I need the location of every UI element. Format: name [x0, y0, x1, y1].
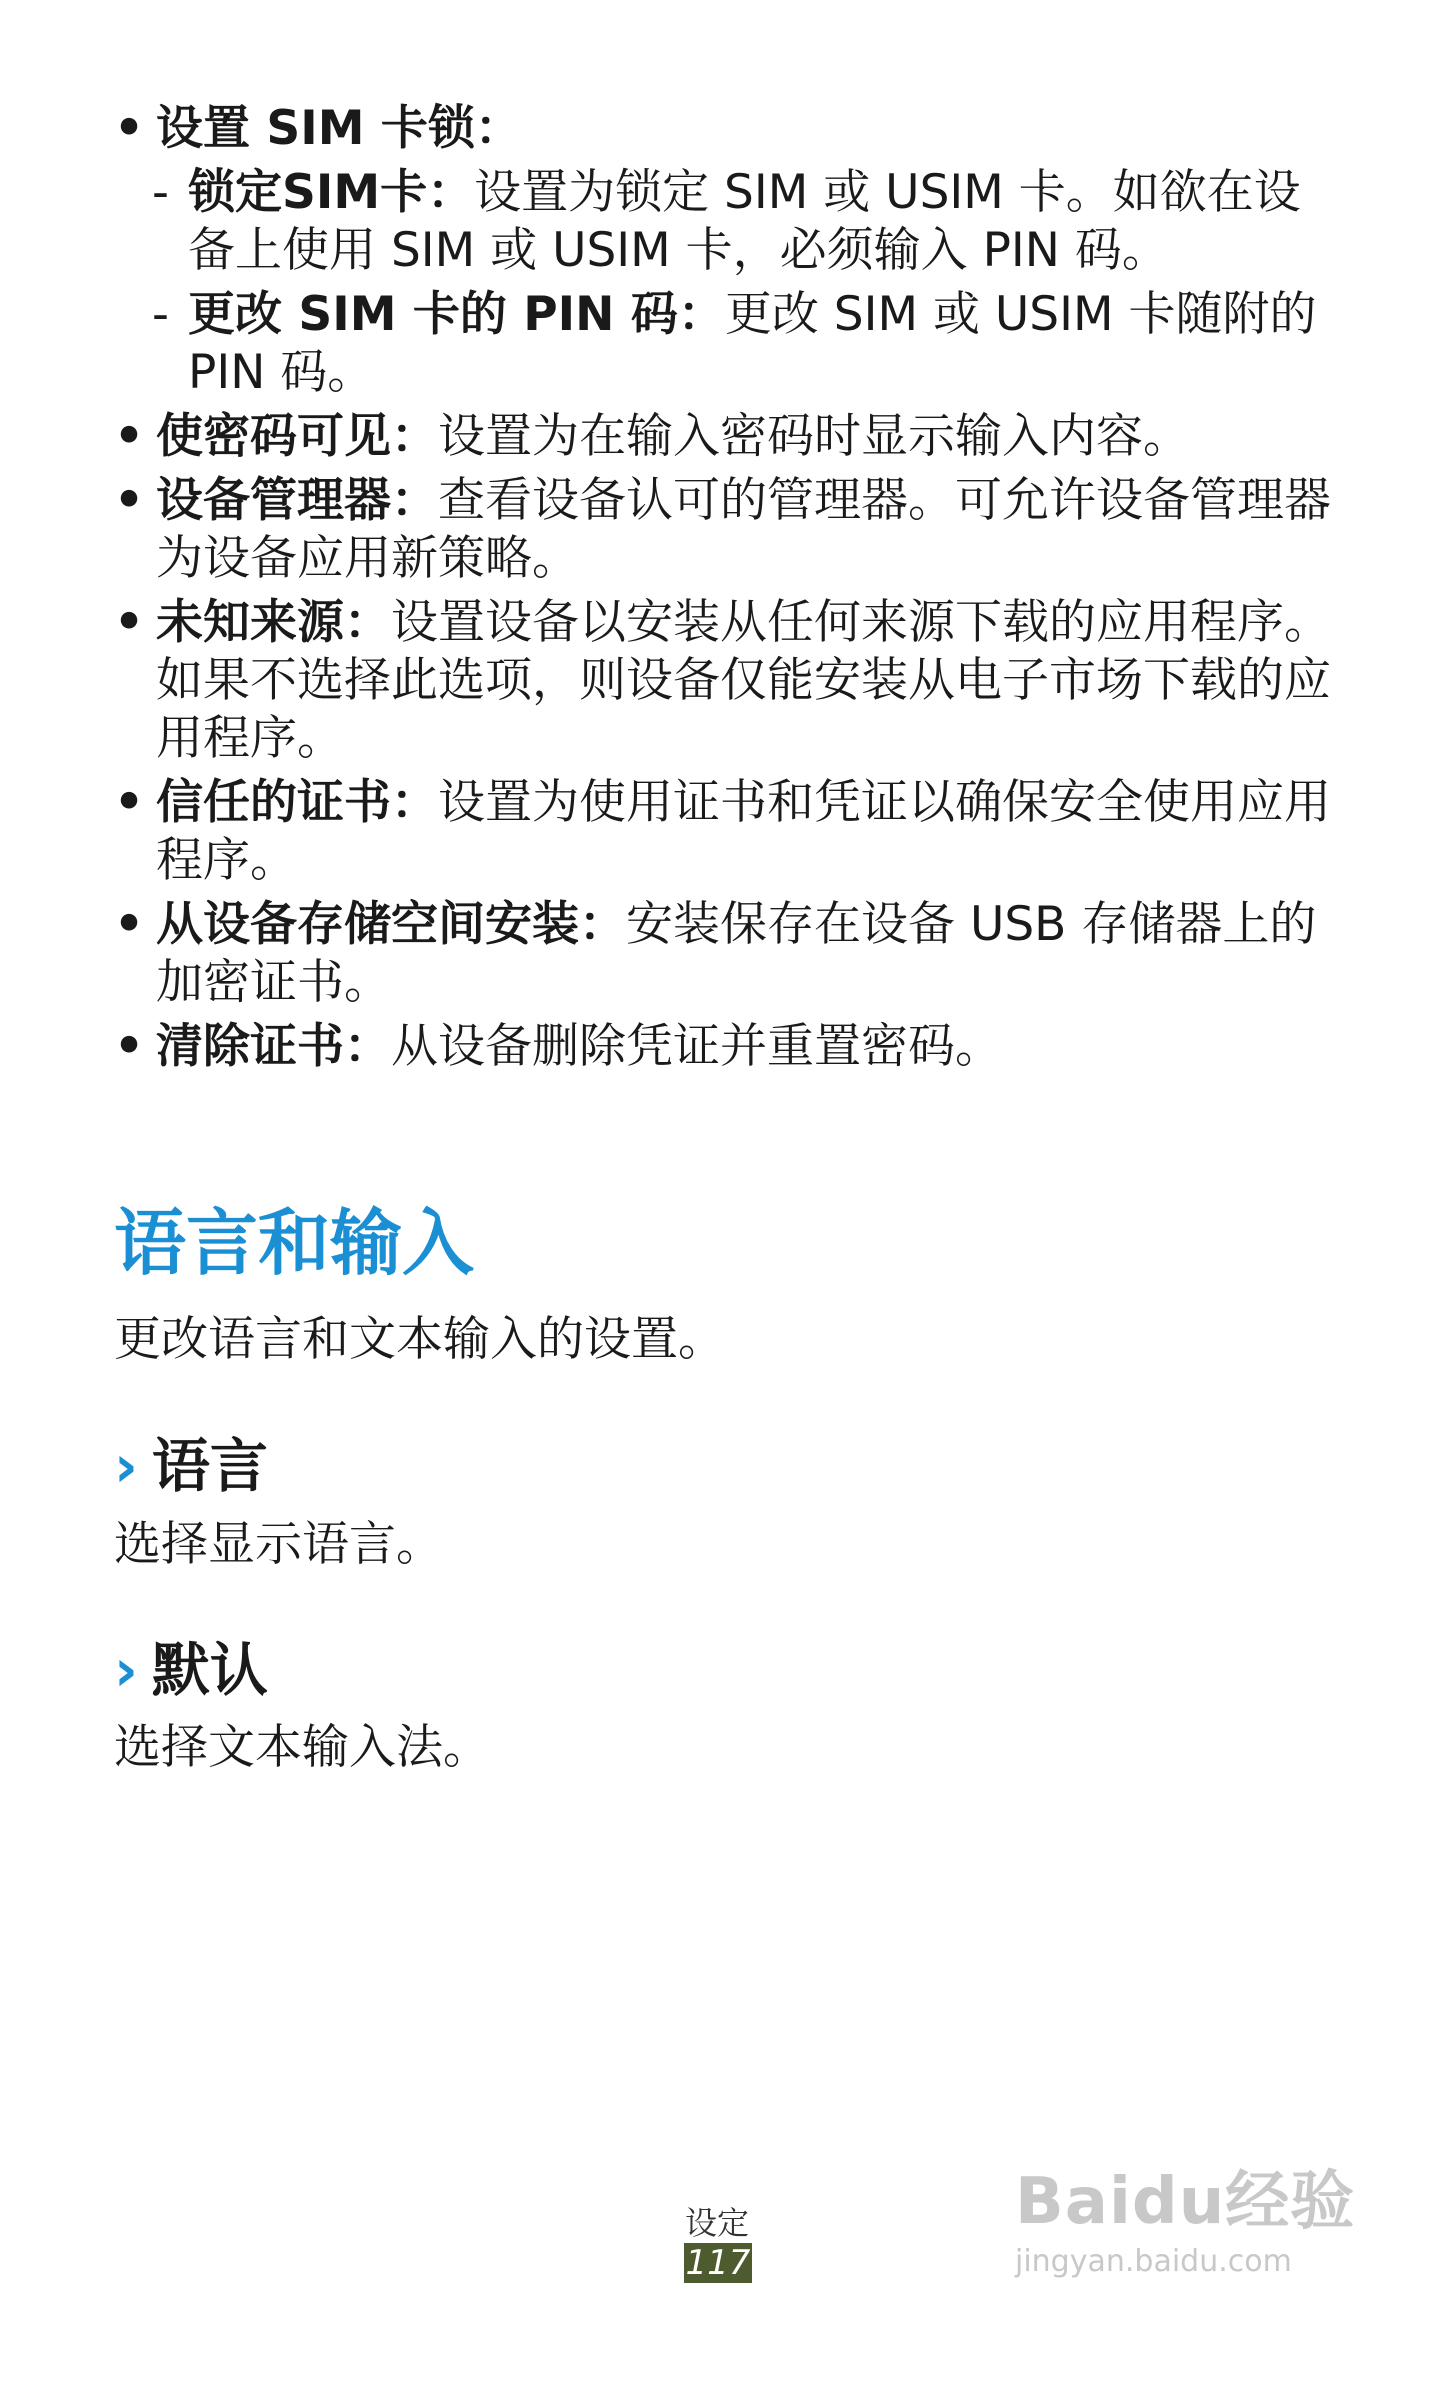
list-item-sim-lock [114, 100, 1344, 158]
bullet: • [114, 595, 145, 650]
page-number: 117 [685, 2243, 751, 2283]
list-item-install-from-storage [114, 896, 1344, 1012]
bullet: • [114, 775, 145, 830]
bullet: • [114, 101, 145, 156]
subsection-heading-default [114, 1634, 268, 1706]
item-term: 设置 SIM 卡锁： [156, 101, 522, 156]
item-text: 设置为使用证书和凭证以确保安全使用应用程序。 [156, 775, 1331, 888]
list-item-device-admin [114, 472, 1344, 588]
list-item-show-password [114, 408, 1344, 466]
subsection-text: 选择文本输入法。 [114, 1720, 490, 1775]
list-item-clear-certs [114, 1018, 1344, 1076]
list-item-unknown-sources [114, 594, 1344, 768]
subsection-heading-language [114, 1430, 268, 1502]
subsection-title: 默认 [151, 1636, 268, 1704]
item-text: 查看设备认可的管理器。可允许设备管理器为设备应用新策略。 [156, 473, 1331, 586]
settings-list [114, 100, 1344, 1082]
chevron-right-icon: › [114, 1432, 138, 1500]
dash: - [152, 165, 169, 220]
sub-item-lock-sim [114, 164, 1344, 280]
item-text: 从设备删除凭证并重置密码。 [391, 1019, 1002, 1074]
item-text: 设置为在输入密码时显示输入内容。 [438, 409, 1190, 464]
item-term: 更改 SIM 卡的 PIN 码： [188, 287, 725, 342]
item-term: 从设备存储空间安装： [156, 897, 626, 952]
bullet: • [114, 1019, 145, 1074]
watermark-brand: Baidu经验 [1015, 2165, 1356, 2239]
subsection-title: 语言 [151, 1432, 268, 1500]
item-term: 设备管理器： [156, 473, 438, 528]
item-text: 更改 SIM 或 USIM 卡随附的 PIN 码。 [188, 287, 1317, 400]
item-text: 安装保存在设备 USB 存储器上的加密证书。 [156, 897, 1317, 1010]
bullet: • [114, 473, 145, 528]
item-text: 设置设备以安装从任何来源下载的应用程序。如果不选择此选项，则设备仅能安装从电子市场下载的应用程序。 [156, 595, 1331, 766]
item-text: 设置为锁定 SIM 或 USIM 卡。如欲在设备上使用 SIM 或 USIM 卡，必须输入 PIN 码。 [188, 165, 1301, 278]
dash: - [152, 287, 169, 342]
watermark [1015, 2150, 1355, 2279]
footer-chapter-label: 设定 [685, 2204, 750, 2242]
section-intro: 更改语言和文本输入的设置。 [114, 1312, 725, 1367]
item-term: 使密码可见： [156, 409, 438, 464]
item-term: 锁定SIM卡： [188, 165, 475, 220]
section-heading: 语言和输入 [114, 1201, 475, 1285]
list-item-trusted-certs [114, 774, 1344, 890]
sub-item-change-pin [114, 286, 1344, 402]
bullet: • [114, 409, 145, 464]
chevron-right-icon: › [114, 1636, 138, 1704]
bullet: • [114, 897, 145, 952]
item-term: 未知来源： [156, 595, 391, 650]
item-term: 清除证书： [156, 1019, 391, 1074]
watermark-url: jingyan.baidu.com [1015, 2244, 1292, 2279]
subsection-text: 选择显示语言。 [114, 1517, 443, 1572]
item-term: 信任的证书： [156, 775, 438, 830]
